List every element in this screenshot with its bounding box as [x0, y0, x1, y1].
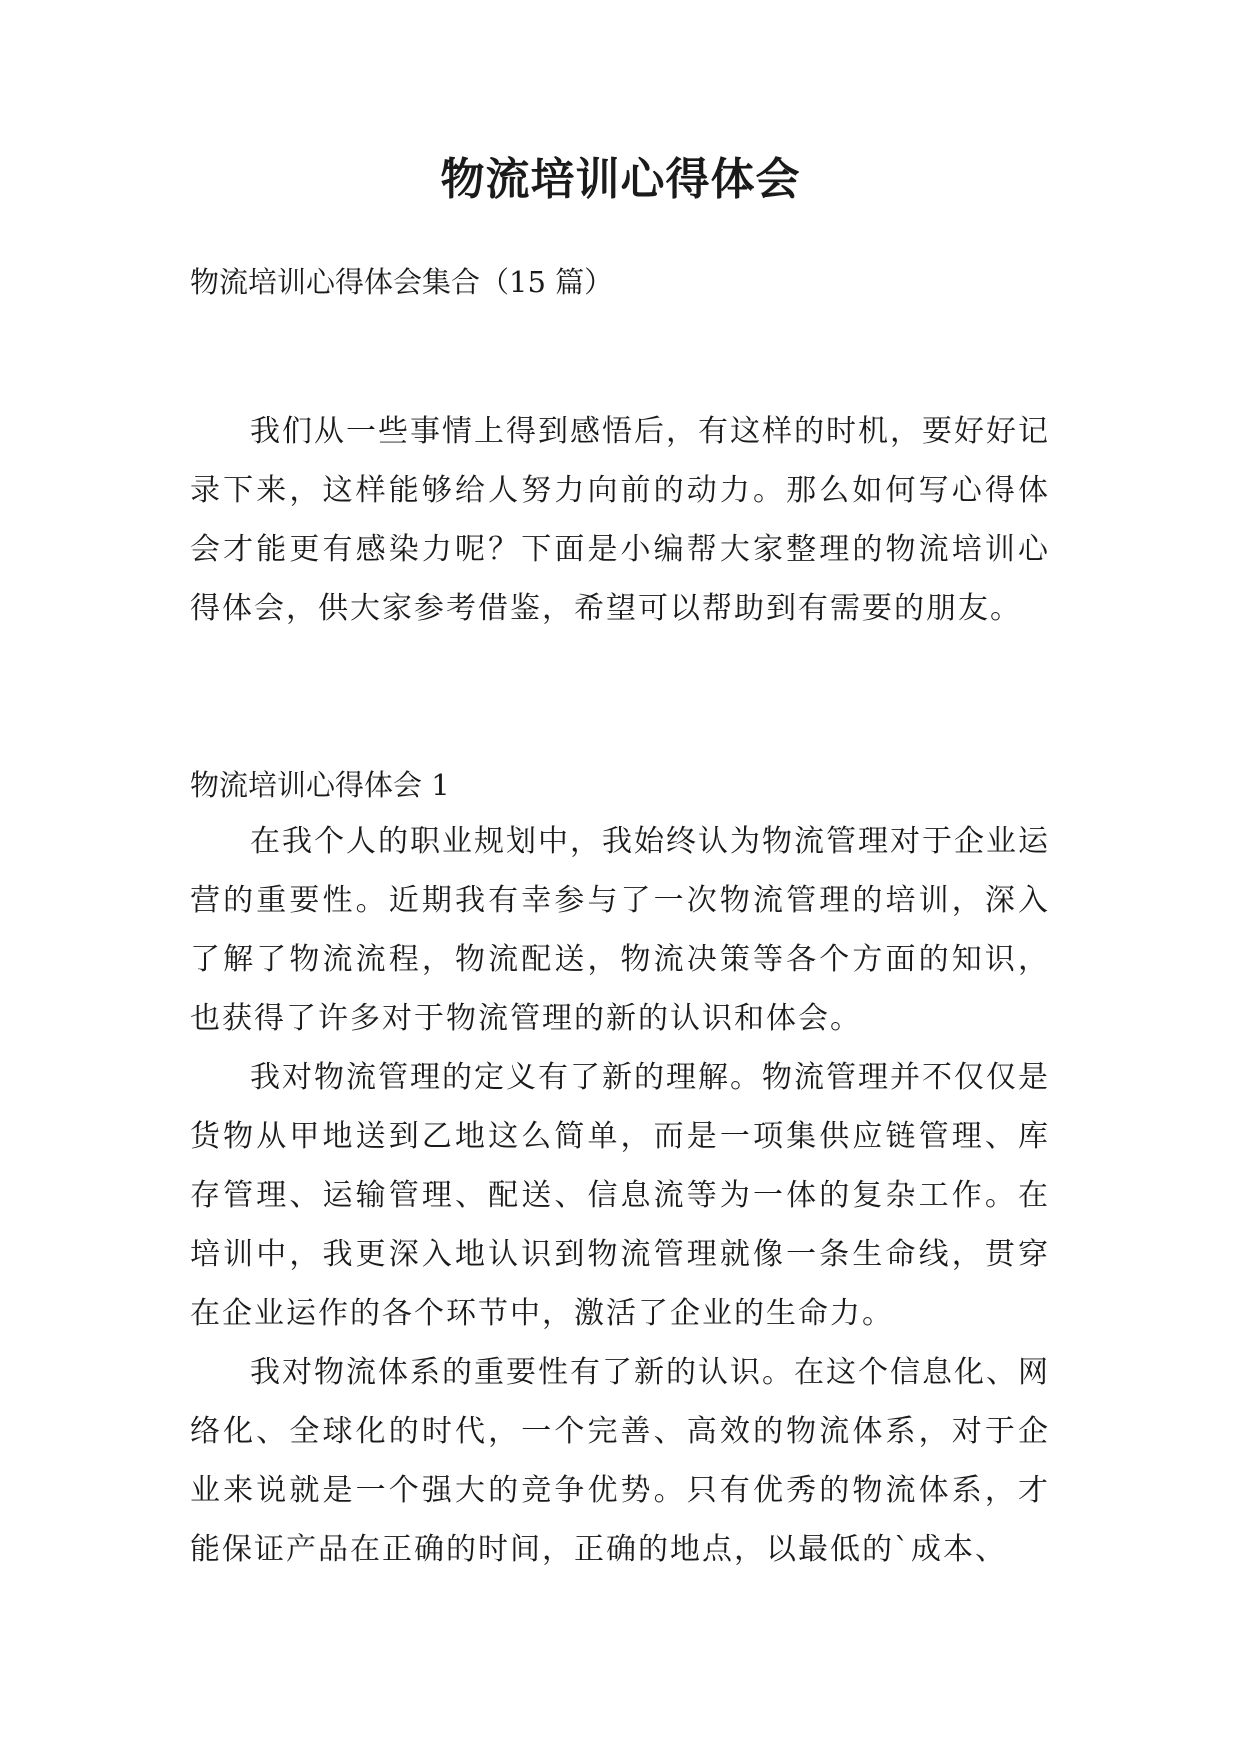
document-subtitle: 物流培训心得体会集合（15 篇） — [190, 265, 614, 299]
body-paragraph: 我对物流管理的定义有了新的理解。物流管理并不仅仅是货物从甲地送到乙地这么简单，而是一项集供应链管理、库存管理、运输管理、配送、信息流等为一体的复杂工作。在培训中，我更深入地认识到物流管理就像一条生命线，贯穿在企业运作的各个环节中，激活了企业的生命力。 — [190, 1060, 1050, 1331]
intro-paragraph: 我们从一些事情上得到感悟后，有这样的时机，要好好记录下来，这样能够给人努力向前的动力。那么如何写心得体会才能更有感染力呢？下面是小编帮大家整理的物流培训心得体会，供大家参考借鉴，希望可以帮助到有需要的朋友。 — [190, 414, 1050, 626]
document-title: 物流培训心得体会 — [440, 154, 801, 205]
body-paragraph: 在我个人的职业规划中，我始终认为物流管理对于企业运营的重要性。近期我有幸参与了一次物流管理的培训，深入了解了物流流程，物流配送，物流决策等各个方面的知识，也获得了许多对于物流管理的新的认识和体会。 — [190, 824, 1050, 1036]
section-heading-1: 物流培训心得体会 1 — [190, 768, 450, 802]
body-paragraph: 我对物流体系的重要性有了新的认识。在这个信息化、网络化、全球化的时代，一个完善、高效的物流体系，对于企业来说就是一个强大的竞争优势。只有优秀的物流体系，才能保证产品在正确的时间，正确的地点，以最低的`成本、 — [190, 1355, 1050, 1567]
intro-section — [190, 402, 1050, 638]
section-body-1 — [190, 812, 1050, 1579]
